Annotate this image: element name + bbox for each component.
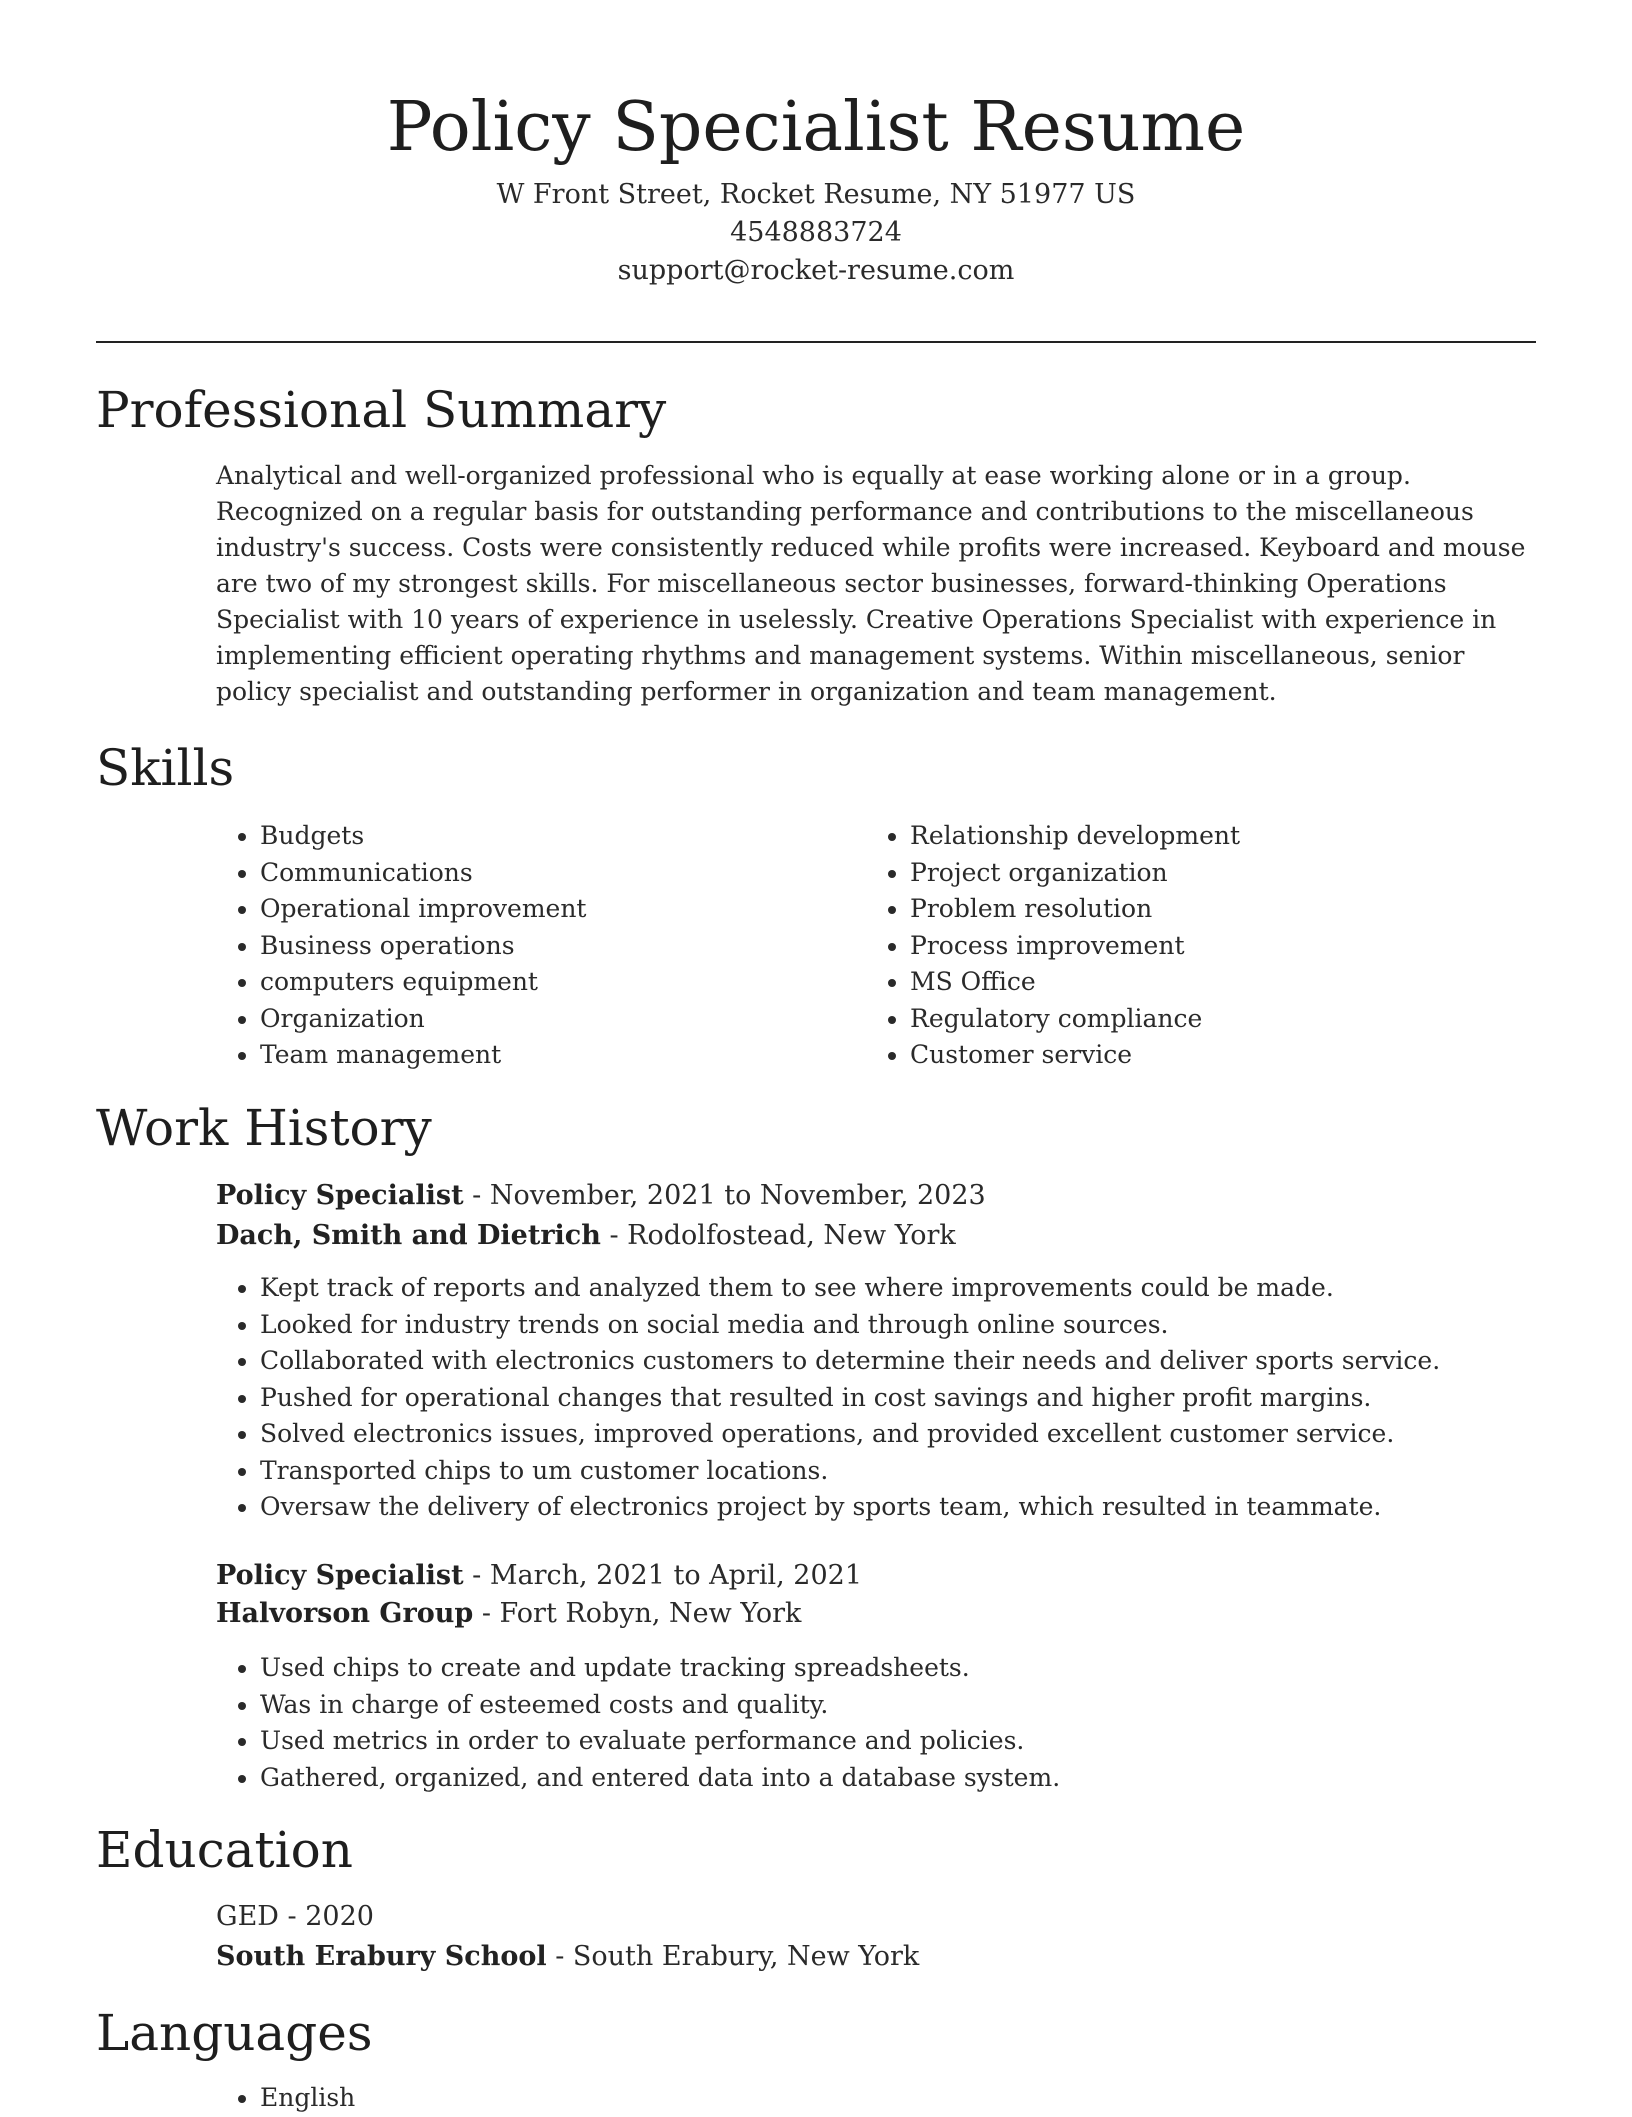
job-bullet: • Kept track of reports and analyzed them to see where improvements could be made. <box>260 1270 1580 1307</box>
job-1-location: - Rodolfostead, New York <box>600 1220 956 1251</box>
skill-item: • Budgets <box>260 818 860 855</box>
job-2-location: - Fort Robyn, New York <box>473 1598 802 1629</box>
job-2-bullets <box>216 1650 1580 1796</box>
job-bullet: • Transported chips to um customer locations. <box>260 1453 1580 1490</box>
skill-item: • Team management <box>260 1037 860 1074</box>
skill-item: • Operational improvement <box>260 891 860 928</box>
job-bullet: • Used chips to create and update tracking spreadsheets. <box>260 1650 1580 1687</box>
job-1-bullets <box>216 1270 1580 1526</box>
education-degree: GED - 2020 <box>216 1901 374 1932</box>
job-2-dates: - March, 2021 to April, 2021 <box>463 1560 862 1591</box>
job-bullet: • Used metrics in order to evaluate performance and policies. <box>260 1723 1580 1760</box>
skill-item: • Problem resolution <box>910 891 1570 928</box>
job-1-dates: - November, 2021 to November, 2023 <box>463 1180 986 1211</box>
job-bullet: • Pushed for operational changes that resulted in cost savings and higher profit margins. <box>260 1380 1580 1417</box>
skills-heading: Skills <box>96 739 235 797</box>
job-1-company: Dach, Smith and Dietrich <box>216 1220 601 1251</box>
skill-item: • Project organization <box>910 855 1570 892</box>
skill-item: • Organization <box>260 1001 860 1038</box>
work-history-heading: Work History <box>96 1099 432 1157</box>
skills-list-left <box>216 818 860 1074</box>
skill-item: • Regulatory compliance <box>910 1001 1570 1038</box>
job-bullet: • Oversaw the delivery of electronics project by sports team, which resulted in teammate. <box>260 1489 1580 1526</box>
education-location: - South Erabury, New York <box>546 1941 920 1972</box>
job-2-role: Policy Specialist <box>216 1560 464 1591</box>
skill-item: • Process improvement <box>910 928 1570 965</box>
skill-item: • Business operations <box>260 928 860 965</box>
contact-info <box>0 176 1632 290</box>
education-heading: Education <box>96 1821 353 1879</box>
job-bullet: • Gathered, organized, and entered data into a database system. <box>260 1760 1580 1797</box>
email-text: support@rocket-resume.com <box>617 255 1015 286</box>
skill-item: • Relationship development <box>910 818 1570 855</box>
skill-item: • computers equipment <box>260 964 860 1001</box>
job-1-title-line <box>216 1177 986 1215</box>
languages-heading: Languages <box>96 2004 373 2062</box>
skill-item: • Customer service <box>910 1037 1570 1074</box>
job-2-company-line <box>216 1595 801 1633</box>
phone-text: 4548883724 <box>730 217 902 248</box>
languages-list <box>216 2080 860 2117</box>
job-2-company: Halvorson Group <box>216 1598 474 1629</box>
address-text: W Front Street, Rocket Resume, NY 51977 US <box>496 179 1136 210</box>
job-2-title-line <box>216 1557 862 1595</box>
skill-item: • Communications <box>260 855 860 892</box>
resume-header <box>0 80 1632 290</box>
job-1-company-line <box>216 1217 956 1255</box>
job-bullet: • Looked for industry trends on social media and through online sources. <box>260 1307 1580 1344</box>
job-bullet: • Collaborated with electronics customers to determine their needs and deliver sports service. <box>260 1343 1580 1380</box>
language-item: • English <box>260 2080 860 2117</box>
job-1-role: Policy Specialist <box>216 1180 464 1211</box>
summary-heading: Professional Summary <box>96 381 667 439</box>
summary-text: Analytical and well-organized professional who is equally at ease working alone or in a group. Recognized on a regular basis for outstanding performance and contributions to the miscellaneous industry's success. Costs were consistently reduced while profits were increased. Keyboard and mouse are two of my strongest skills. For miscellaneous sector businesses, forward-thinking Operations Specialist with 10 years of experience in uselessly. Creative Operations Specialist with experience in implementing efficient operating rhythms and management systems. Within miscellaneous, senior policy specialist and outstanding performer in organization and team management. <box>216 461 1526 706</box>
skill-item: • MS Office <box>910 964 1570 1001</box>
education-school: South Erabury School <box>216 1941 547 1972</box>
resume-title: Policy Specialist Resume <box>386 88 1246 167</box>
education-school-line <box>216 1938 919 1976</box>
skills-list-right <box>866 818 1570 1074</box>
header-divider <box>96 341 1536 343</box>
job-bullet: • Solved electronics issues, improved operations, and provided excellent customer service. <box>260 1416 1580 1453</box>
job-bullet: • Was in charge of esteemed costs and quality. <box>260 1687 1580 1724</box>
